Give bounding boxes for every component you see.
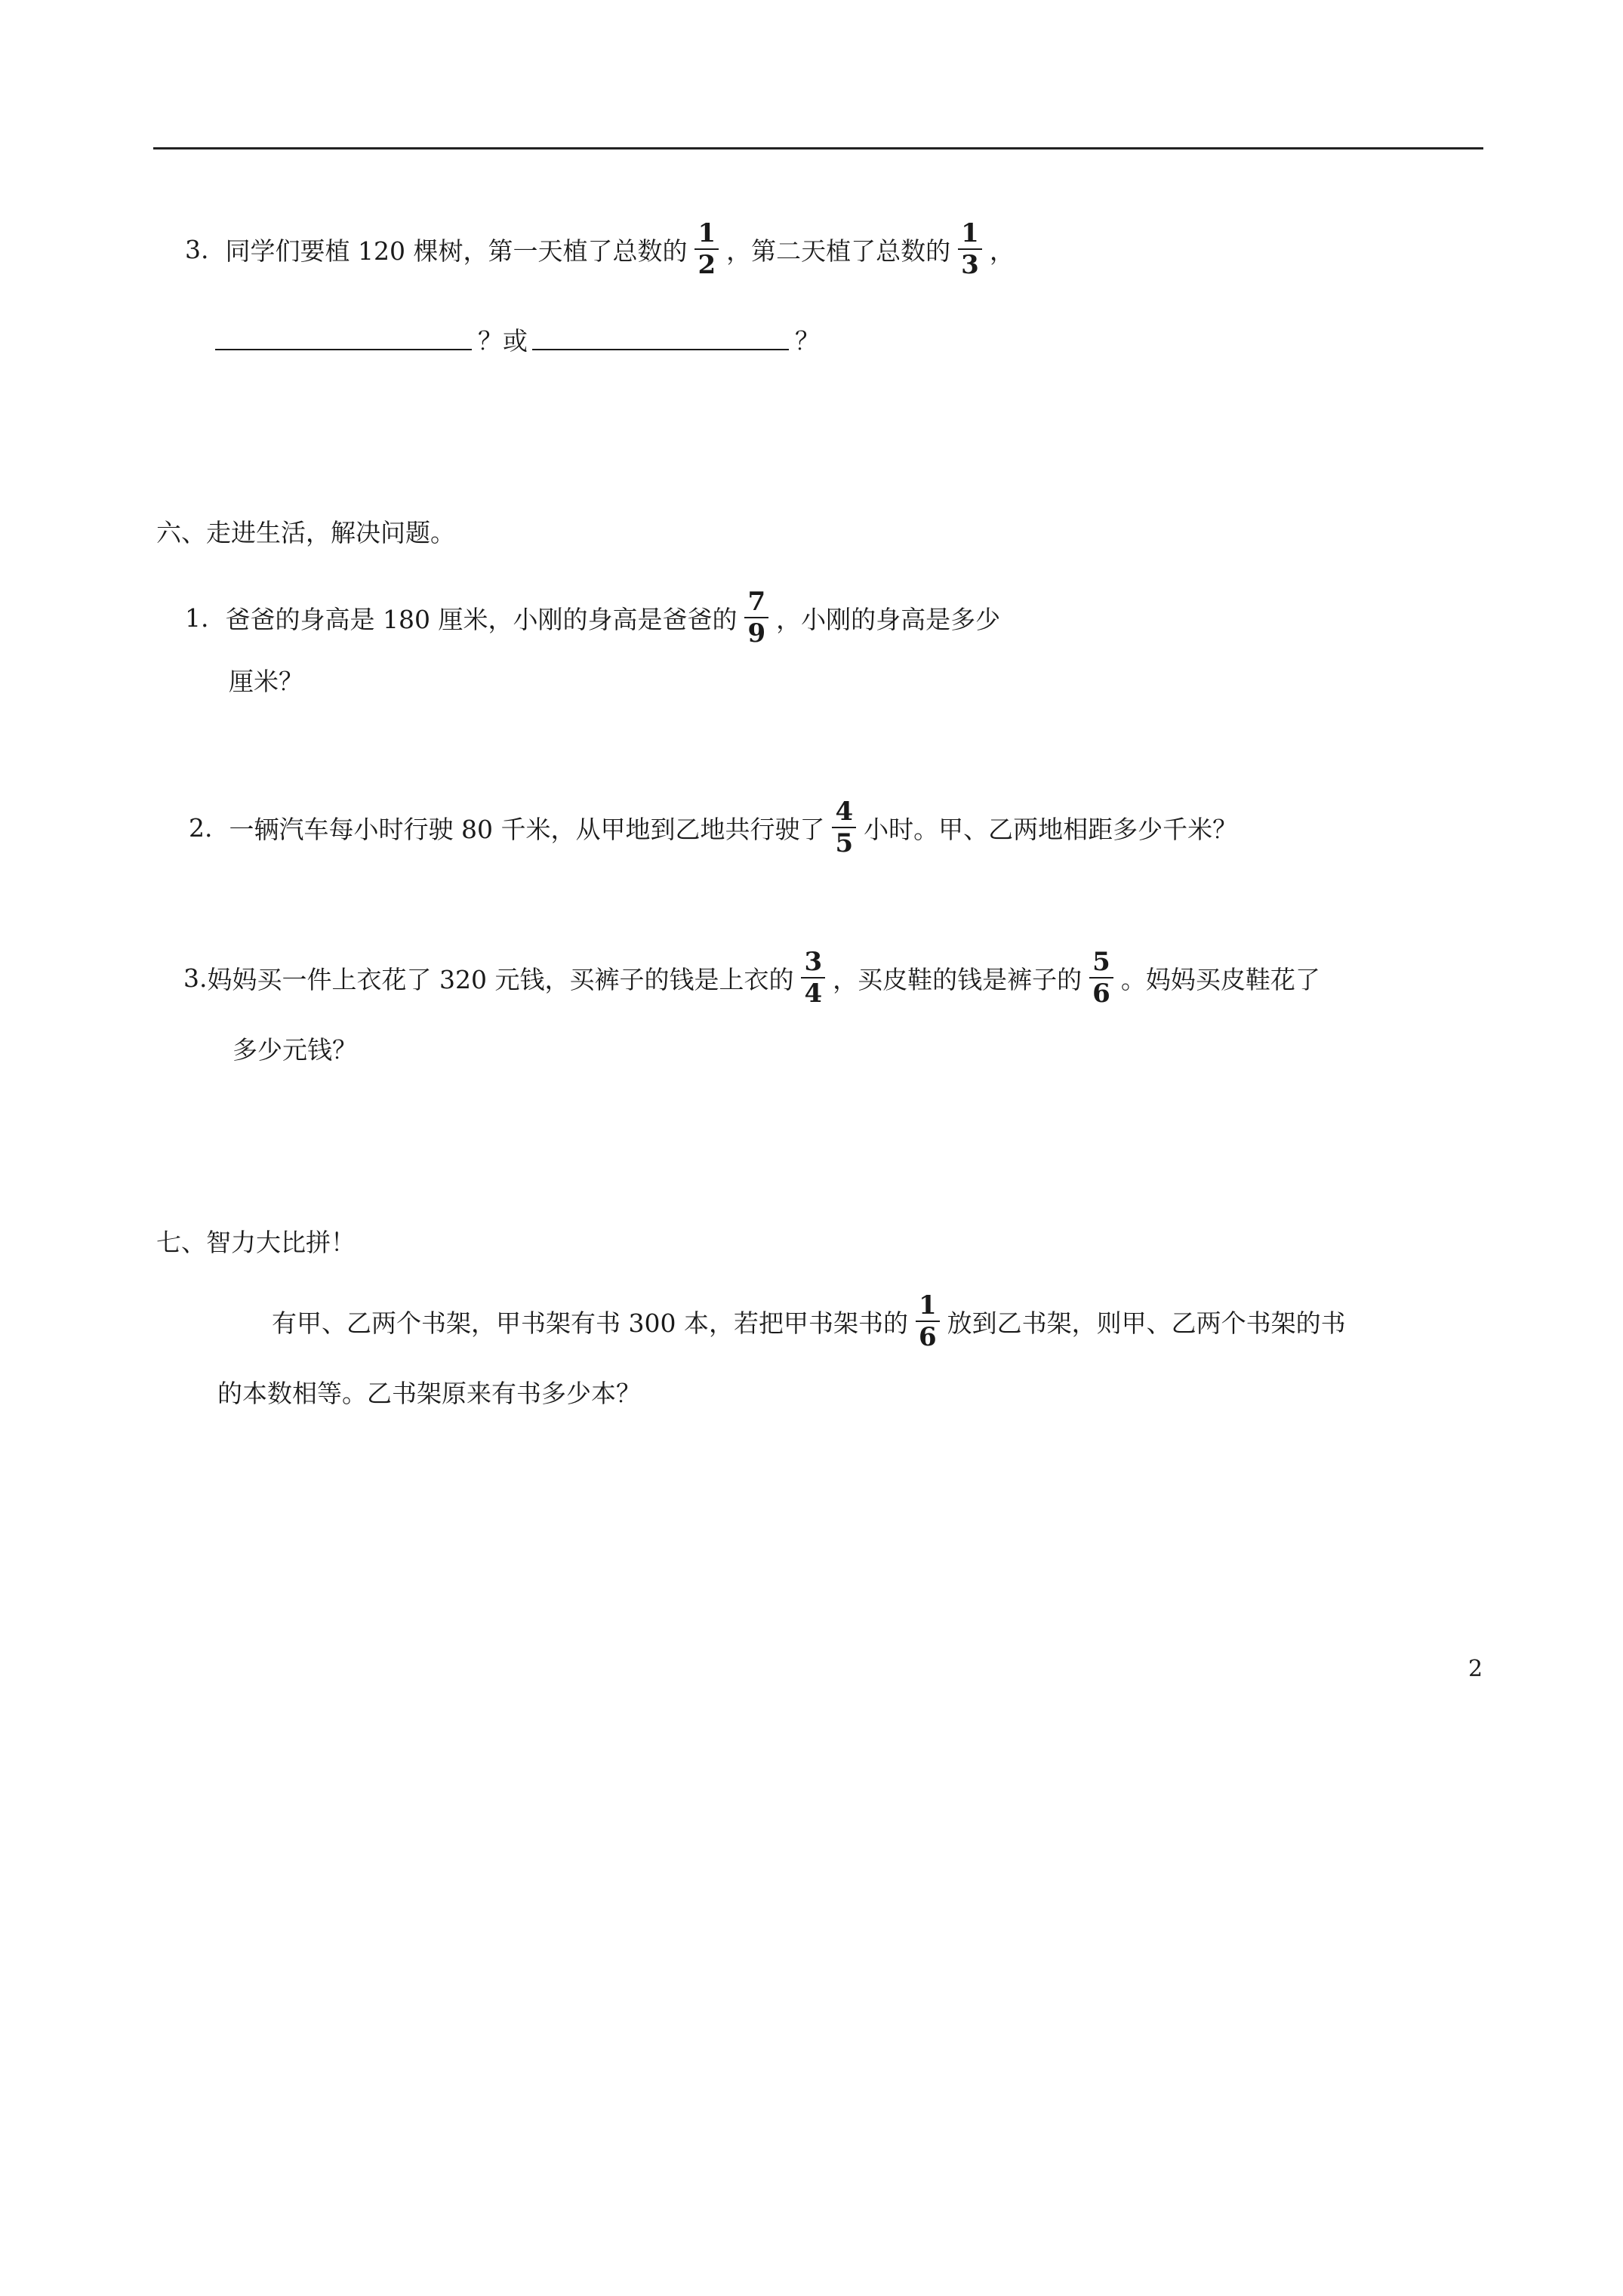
q3-line bbox=[185, 211, 1015, 287]
q3-number: 3. bbox=[185, 234, 209, 264]
q3-fraction-1 bbox=[694, 220, 719, 278]
s6-p2-text-b: 小时。甲、乙两地相距多少千米？ bbox=[864, 814, 1238, 844]
q3-fraction-1-numerator: 1 bbox=[698, 218, 716, 248]
numerator: 3 bbox=[804, 947, 823, 977]
s6-problem-2 bbox=[189, 790, 1237, 865]
denominator: 5 bbox=[835, 828, 854, 858]
s6-p2-number: 2. bbox=[189, 812, 213, 843]
q3-fraction-2-denominator: 3 bbox=[961, 250, 979, 280]
s6-problem-3 bbox=[183, 940, 1320, 1015]
s7-fraction bbox=[916, 1290, 940, 1352]
header-rule bbox=[153, 147, 1483, 149]
q3-fraction-2-numerator: 1 bbox=[961, 218, 979, 248]
answer-end: ？ bbox=[795, 325, 820, 356]
s6-problem-1 bbox=[185, 580, 1000, 655]
s7-text-a: 有甲、乙两个书架，甲书架有书 300 本，若把甲书架书的 bbox=[272, 1308, 908, 1338]
s6-p2-fraction bbox=[832, 799, 856, 856]
section-6-heading: 六、走进生活，解决问题。 bbox=[156, 518, 455, 547]
s6-p3-number: 3. bbox=[183, 963, 208, 993]
answer-sep: ？或 bbox=[478, 325, 528, 356]
answer-blank-2[interactable] bbox=[532, 328, 789, 350]
q3-text-b: ，第二天植了总数的 bbox=[726, 236, 951, 266]
s7-text-b: 放到乙书架，则甲、乙两个书架的书 bbox=[947, 1308, 1346, 1338]
s6-p3-text-c: 。妈妈买皮鞋花了 bbox=[1120, 964, 1320, 994]
denominator: 9 bbox=[747, 618, 766, 649]
s7-text-c: 的本数相等。乙书架原来有书多少本？ bbox=[217, 1379, 641, 1408]
numerator: 1 bbox=[918, 1290, 937, 1321]
s6-p3-text-b: ，买皮鞋的钱是裤子的 bbox=[833, 964, 1083, 994]
s6-p3-text-d: 多少元钱？ bbox=[233, 1035, 357, 1065]
s7-problem-line-1 bbox=[272, 1284, 1346, 1359]
denominator: 6 bbox=[918, 1322, 937, 1352]
numerator: 4 bbox=[835, 797, 854, 827]
denominator: 6 bbox=[1092, 978, 1110, 1009]
q3-text-a: 同学们要植 120 棵树，第一天植了总数的 bbox=[225, 236, 688, 266]
s6-p1-text-c: 厘米？ bbox=[229, 667, 303, 696]
s6-p3-fraction-1 bbox=[801, 947, 825, 1009]
numerator: 7 bbox=[747, 587, 766, 617]
section-7-heading: 七、智力大比拼！ bbox=[156, 1228, 356, 1257]
q3-fraction-1-denominator: 2 bbox=[698, 250, 716, 280]
s6-p3-text-a: 妈妈买一件上衣花了 320 元钱，买裤子的钱是上衣的 bbox=[207, 964, 794, 994]
q3-text-c: ， bbox=[989, 236, 1015, 266]
q3-fraction-2 bbox=[958, 220, 982, 278]
s6-p3-fraction-2 bbox=[1089, 947, 1113, 1009]
s6-p1-fraction bbox=[744, 587, 768, 649]
answer-blank-1[interactable] bbox=[215, 328, 472, 350]
q3-answer-line bbox=[215, 320, 820, 358]
numerator: 5 bbox=[1092, 947, 1110, 977]
s6-p1-text-b: ，小刚的身高是多少 bbox=[776, 604, 1001, 634]
s6-p2-text-a: 一辆汽车每小时行驶 80 千米，从甲地到乙地共行驶了 bbox=[229, 814, 825, 844]
s6-p1-number: 1. bbox=[185, 603, 209, 633]
s6-p1-text-a: 爸爸的身高是 180 厘米，小刚的身高是爸爸的 bbox=[225, 604, 738, 634]
denominator: 4 bbox=[804, 978, 823, 1009]
page-number: 2 bbox=[1468, 1656, 1483, 1682]
